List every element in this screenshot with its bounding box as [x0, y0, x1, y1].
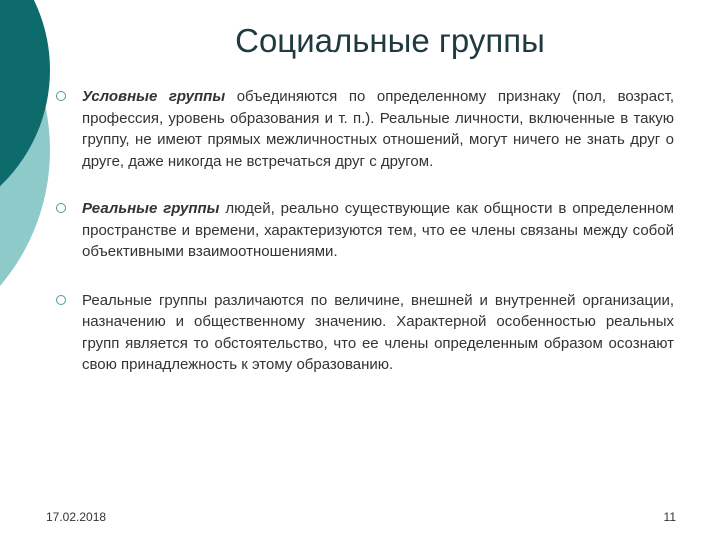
- bullet-circle-icon: [56, 91, 66, 101]
- bullet-text: объединяются по определенному признаку (пол, возраст, профессия, уровень образования и т. п.). Реальные личности, включенные в такую группу, не имеют прямых межличностных отношений, могут ничего не знать друг о друге, даже никогда не встречаться друг с другом.: [82, 88, 674, 170]
- bullet-item-real-groups-differences: [56, 290, 674, 376]
- page-number: 11: [663, 510, 676, 524]
- bullet-circle-icon: [56, 203, 66, 213]
- bullet-item-real-groups: [56, 198, 674, 263]
- bullet-list: [56, 86, 674, 376]
- decorative-circles-graphic: [0, 0, 60, 290]
- bullet-circle-icon: [56, 295, 66, 305]
- bullet-lead-term: Реальные группы: [82, 200, 220, 217]
- bullet-text: людей, реально существующие как общности в определенном пространстве и времени, характеризуются тем, что ее члены связаны между собой объективными взаимоотношениями.: [82, 200, 674, 260]
- slide-title: Социальные группы: [235, 22, 545, 59]
- bullet-lead-term: Условные группы: [82, 88, 226, 105]
- footer-date: 17.02.2018: [46, 510, 107, 524]
- bullet-item-conditional-groups: [56, 86, 674, 172]
- bullet-text: Реальные группы различаются по величине, внешней и внутренней организации, назначению и общественному значению. Характерной особенностью реальных групп является то обстоятельство, что ее члены определенным образом осознают свою принадлежность к этому образованию.: [82, 291, 674, 373]
- decorative-circles: [0, 0, 60, 290]
